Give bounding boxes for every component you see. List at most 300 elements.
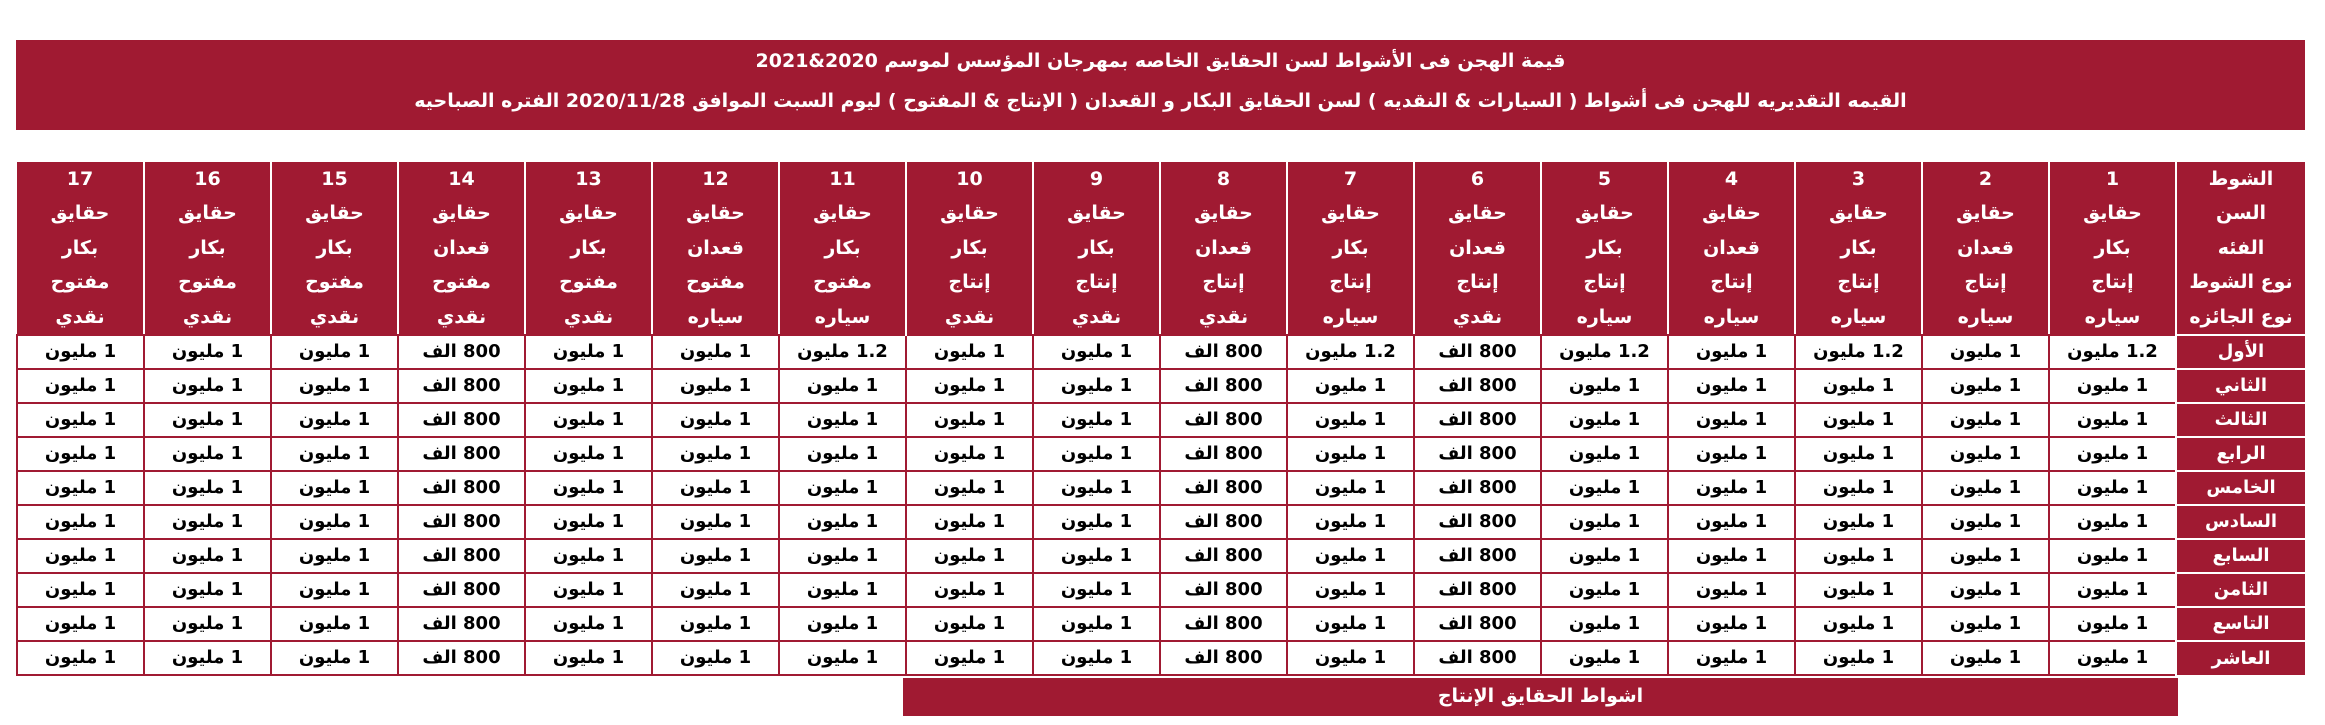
column-prize: نقدي xyxy=(436,305,487,328)
column-age: حقايق xyxy=(686,202,745,225)
table-cell: 1 مليون xyxy=(271,505,398,539)
table-cell: 1 مليون xyxy=(1541,403,1668,437)
column-category: بكار xyxy=(189,236,226,259)
table-cell: 1 مليون xyxy=(17,505,144,539)
table-cell: 800 الف xyxy=(1414,335,1541,369)
table-cell: 1 مليون xyxy=(17,641,144,675)
column-type: إنتاج xyxy=(1837,271,1880,294)
table-cell: 1 مليون xyxy=(1541,573,1668,607)
table-cell: 1 مليون xyxy=(1287,369,1414,403)
table-cell: 1 مليون xyxy=(271,437,398,471)
table-cell: 1 مليون xyxy=(1922,369,2049,403)
table-cell: 1 مليون xyxy=(144,607,271,641)
column-header-15 xyxy=(271,162,398,335)
table-cell: 1 مليون xyxy=(17,403,144,437)
column-age: حقايق xyxy=(1956,202,2015,225)
table-cell: 1 مليون xyxy=(1033,539,1160,573)
column-type: إنتاج xyxy=(1075,271,1118,294)
column-age: حقايق xyxy=(50,202,110,225)
table-cell: 1 مليون xyxy=(271,403,398,437)
column-header-1 xyxy=(2049,162,2176,335)
table-cell: 1.2 مليون xyxy=(1795,335,1922,369)
table-cell: 1 مليون xyxy=(271,335,398,369)
table-cell: 1 مليون xyxy=(779,505,906,539)
column-age: حقايق xyxy=(2083,202,2142,225)
table-cell: 1 مليون xyxy=(1922,539,2049,573)
column-category: قعدان xyxy=(433,236,490,259)
table-cell: 1 مليون xyxy=(779,403,906,437)
table-cell: 1 مليون xyxy=(525,641,652,675)
table-cell: 1 مليون xyxy=(144,335,271,369)
table-cell: 1 مليون xyxy=(779,641,906,675)
table-cell: 1 مليون xyxy=(652,369,779,403)
column-age: حقايق xyxy=(1194,202,1253,225)
column-header-9 xyxy=(1033,162,1160,335)
table-cell: 1 مليون xyxy=(906,437,1033,471)
column-category: بكار xyxy=(1840,236,1877,259)
column-prize: سياره xyxy=(687,305,744,328)
row-header-labels xyxy=(2176,162,2305,335)
row-label: التاسع xyxy=(2176,607,2305,641)
table-cell: 800 الف xyxy=(1414,539,1541,573)
column-category: بكار xyxy=(61,236,99,259)
table-cell: 1 مليون xyxy=(1287,403,1414,437)
table-row xyxy=(17,539,2305,573)
column-prize: نقدي xyxy=(563,305,614,328)
table-cell: 1 مليون xyxy=(1668,471,1795,505)
column-header-13 xyxy=(525,162,652,335)
table-cell: 800 الف xyxy=(398,335,525,369)
table-cell: 800 الف xyxy=(1414,641,1541,675)
table-cell: 800 الف xyxy=(398,471,525,505)
table-cell: 1 مليون xyxy=(1668,369,1795,403)
column-prize: سياره xyxy=(1576,305,1633,328)
column-type: مفتوح xyxy=(50,271,110,294)
column-number: 9 xyxy=(1089,168,1104,190)
table-cell: 1 مليون xyxy=(144,573,271,607)
column-number: 5 xyxy=(1597,168,1612,190)
table-cell: 1 مليون xyxy=(779,573,906,607)
table-cell: 1 مليون xyxy=(1668,403,1795,437)
table-cell: 800 الف xyxy=(398,641,525,675)
table-cell: 800 الف xyxy=(1160,403,1287,437)
column-category: قعدان xyxy=(1957,236,2014,259)
table-cell: 800 الف xyxy=(398,403,525,437)
table-cell: 1.2 مليون xyxy=(1541,335,1668,369)
column-age: حقايق xyxy=(559,202,618,225)
table-cell: 800 الف xyxy=(398,539,525,573)
table-cell: 1 مليون xyxy=(525,505,652,539)
table-cell: 1 مليون xyxy=(1541,607,1668,641)
table-cell: 1 مليون xyxy=(144,369,271,403)
table-cell: 800 الف xyxy=(1160,471,1287,505)
table-cell: 1 مليون xyxy=(1287,641,1414,675)
column-prize: نقدي xyxy=(1071,305,1122,328)
column-header-5 xyxy=(1541,162,1668,335)
column-category: قعدان xyxy=(687,236,744,259)
column-number: 4 xyxy=(1724,168,1739,190)
table-row xyxy=(17,335,2305,369)
title-banner xyxy=(16,40,2305,130)
column-category: قعدان xyxy=(1195,236,1252,259)
table-cell: 1 مليون xyxy=(1668,539,1795,573)
column-number: 3 xyxy=(1851,168,1866,190)
column-category: بكار xyxy=(1078,236,1115,259)
table-cell: 800 الف xyxy=(1414,471,1541,505)
column-type: إنتاج xyxy=(1583,271,1626,294)
table-cell: 1 مليون xyxy=(1033,505,1160,539)
table-cell: 1 مليون xyxy=(525,437,652,471)
table-row xyxy=(17,369,2305,403)
table-cell: 1 مليون xyxy=(1541,369,1668,403)
table-cell: 1 مليون xyxy=(1795,607,1922,641)
column-type: إنتاج xyxy=(2091,271,2134,294)
table-cell: 1 مليون xyxy=(2049,539,2176,573)
table-cell: 1 مليون xyxy=(144,641,271,675)
header-label-category: الفئه xyxy=(2217,236,2265,259)
table-cell: 1 مليون xyxy=(1668,437,1795,471)
column-prize: سياره xyxy=(814,305,871,328)
column-prize: نقدي xyxy=(55,305,105,328)
column-type: مفتوح xyxy=(813,271,872,294)
column-number: 17 xyxy=(66,168,94,190)
table-cell: 800 الف xyxy=(1414,573,1541,607)
column-age: حقايق xyxy=(940,202,999,225)
table-cell: 1 مليون xyxy=(1033,607,1160,641)
column-category: بكار xyxy=(951,236,988,259)
table-cell: 1 مليون xyxy=(1033,403,1160,437)
column-age: حقايق xyxy=(305,202,364,225)
column-prize: نقدي xyxy=(309,305,360,328)
table-cell: 800 الف xyxy=(1160,641,1287,675)
table-row xyxy=(17,607,2305,641)
column-category: بكار xyxy=(570,236,607,259)
column-age: حقايق xyxy=(1702,202,1761,225)
column-age: حقايق xyxy=(432,202,491,225)
table-cell: 800 الف xyxy=(1160,573,1287,607)
table-cell: 800 الف xyxy=(1414,607,1541,641)
table-cell: 800 الف xyxy=(398,573,525,607)
table-cell: 1 مليون xyxy=(1033,573,1160,607)
table-cell: 1 مليون xyxy=(17,607,144,641)
table-cell: 800 الف xyxy=(398,437,525,471)
table-cell: 1 مليون xyxy=(1287,539,1414,573)
table-cell: 1 مليون xyxy=(779,539,906,573)
column-number: 15 xyxy=(321,168,348,190)
column-number: 10 xyxy=(956,168,983,190)
table-cell: 1 مليون xyxy=(1541,539,1668,573)
table-cell: 1 مليون xyxy=(779,437,906,471)
table-cell: 1 مليون xyxy=(906,607,1033,641)
table-cell: 1 مليون xyxy=(1033,641,1160,675)
table-cell: 1 مليون xyxy=(1922,335,2049,369)
title-line-1: قيمة الهجن فى الأشواط لسن الحقايق الخاصه بمهرجان المؤسس لموسم 2020&2021 xyxy=(755,50,1566,72)
column-prize: نقدي xyxy=(944,305,995,328)
column-header-3 xyxy=(1795,162,1922,335)
column-prize: سياره xyxy=(1322,305,1379,328)
table-cell: 1 مليون xyxy=(652,471,779,505)
table-cell: 1 مليون xyxy=(1541,505,1668,539)
table-cell: 1.2 مليون xyxy=(2049,335,2176,369)
table-cell: 1 مليون xyxy=(1922,641,2049,675)
column-age: حقايق xyxy=(1067,202,1126,225)
table-cell: 1 مليون xyxy=(652,539,779,573)
table-cell: 1 مليون xyxy=(1668,505,1795,539)
header-label-age: السن xyxy=(2215,202,2267,225)
column-number: 11 xyxy=(829,168,856,190)
prize-table xyxy=(16,162,2305,676)
column-header-2 xyxy=(1922,162,2049,335)
column-type: مفتوح xyxy=(178,271,237,294)
table-cell: 1 مليون xyxy=(1287,573,1414,607)
column-age: حقايق xyxy=(1321,202,1380,225)
table-cell: 1 مليون xyxy=(144,505,271,539)
column-number: 13 xyxy=(575,168,602,190)
table-cell: 1 مليون xyxy=(2049,573,2176,607)
column-category: بكار xyxy=(824,236,861,259)
column-header-17 xyxy=(17,162,144,335)
column-category: بكار xyxy=(2094,236,2131,259)
column-age: حقايق xyxy=(1575,202,1634,225)
column-number: 6 xyxy=(1470,168,1485,190)
table-cell: 1 مليون xyxy=(906,471,1033,505)
table-cell: 1 مليون xyxy=(144,471,271,505)
column-type: إنتاج xyxy=(1456,271,1499,294)
table-cell: 1 مليون xyxy=(1033,335,1160,369)
table-cell: 1 مليون xyxy=(1541,437,1668,471)
table-cell: 1 مليون xyxy=(906,403,1033,437)
table-cell: 1 مليون xyxy=(906,641,1033,675)
table-row xyxy=(17,471,2305,505)
column-type: مفتوح xyxy=(559,271,618,294)
table-cell: 1 مليون xyxy=(2049,369,2176,403)
table-cell: 1 مليون xyxy=(17,335,144,369)
row-label: الثاني xyxy=(2176,369,2305,403)
table-header-row xyxy=(17,162,2305,335)
table-cell: 1 مليون xyxy=(906,539,1033,573)
column-age: حقايق xyxy=(1448,202,1507,225)
table-cell: 800 الف xyxy=(1160,437,1287,471)
table-cell: 1 مليون xyxy=(652,641,779,675)
table-cell: 1 مليون xyxy=(1795,539,1922,573)
column-number: 7 xyxy=(1343,168,1358,190)
table-cell: 800 الف xyxy=(1160,607,1287,641)
column-number: 2 xyxy=(1978,168,1993,190)
column-age: حقايق xyxy=(178,202,237,225)
table-cell: 1.2 مليون xyxy=(1287,335,1414,369)
table-cell: 1 مليون xyxy=(652,607,779,641)
column-number: 1 xyxy=(2105,168,2120,190)
table-cell: 1 مليون xyxy=(1795,505,1922,539)
table-cell: 1 مليون xyxy=(1668,573,1795,607)
table-cell: 1 مليون xyxy=(2049,403,2176,437)
table-cell: 1 مليون xyxy=(906,573,1033,607)
column-header-6 xyxy=(1414,162,1541,335)
column-category: قعدان xyxy=(1449,236,1506,259)
column-header-11 xyxy=(779,162,906,335)
table-cell: 1 مليون xyxy=(525,539,652,573)
table-cell: 1 مليون xyxy=(2049,437,2176,471)
table-cell: 1 مليون xyxy=(1795,369,1922,403)
table-cell: 1.2 مليون xyxy=(779,335,906,369)
table-cell: 1 مليون xyxy=(1668,641,1795,675)
table-cell: 1 مليون xyxy=(1795,403,1922,437)
table-cell: 1 مليون xyxy=(1795,471,1922,505)
table-cell: 1 مليون xyxy=(1668,607,1795,641)
table-cell: 1 مليون xyxy=(271,573,398,607)
column-prize: سياره xyxy=(2084,305,2141,328)
table-cell: 1 مليون xyxy=(144,437,271,471)
table-row xyxy=(17,641,2305,675)
table-cell: 800 الف xyxy=(1414,403,1541,437)
header-label-round: الشوط xyxy=(2208,168,2274,190)
table-cell: 1 مليون xyxy=(2049,471,2176,505)
table-cell: 1 مليون xyxy=(652,403,779,437)
column-type: إنتاج xyxy=(1710,271,1753,294)
table-cell: 1 مليون xyxy=(1922,505,2049,539)
table-cell: 1 مليون xyxy=(1922,437,2049,471)
column-header-8 xyxy=(1160,162,1287,335)
table-cell: 1 مليون xyxy=(906,369,1033,403)
column-category: بكار xyxy=(1586,236,1623,259)
table-row xyxy=(17,437,2305,471)
table-cell: 800 الف xyxy=(398,607,525,641)
column-type: مفتوح xyxy=(432,271,491,294)
table-cell: 1 مليون xyxy=(525,471,652,505)
table-cell: 1 مليون xyxy=(1287,471,1414,505)
column-age: حقايق xyxy=(813,202,872,225)
table-cell: 1 مليون xyxy=(1287,437,1414,471)
table-cell: 1 مليون xyxy=(779,607,906,641)
column-type: مفتوح xyxy=(686,271,745,294)
column-header-12 xyxy=(652,162,779,335)
column-age: حقايق xyxy=(1829,202,1888,225)
table-cell: 1 مليون xyxy=(652,437,779,471)
table-cell: 800 الف xyxy=(1160,505,1287,539)
table-cell: 1 مليون xyxy=(779,471,906,505)
table-cell: 1 مليون xyxy=(271,607,398,641)
table-row xyxy=(17,573,2305,607)
table-cell: 800 الف xyxy=(398,369,525,403)
table-cell: 1 مليون xyxy=(2049,607,2176,641)
table-cell: 800 الف xyxy=(1160,369,1287,403)
column-type: إنتاج xyxy=(1202,271,1245,294)
column-header-10 xyxy=(906,162,1033,335)
table-cell: 1 مليون xyxy=(2049,641,2176,675)
table-row xyxy=(17,505,2305,539)
table-cell: 1 مليون xyxy=(271,641,398,675)
table-cell: 1 مليون xyxy=(1033,471,1160,505)
column-header-14 xyxy=(398,162,525,335)
column-header-4 xyxy=(1668,162,1795,335)
table-cell: 1 مليون xyxy=(1795,437,1922,471)
column-number: 16 xyxy=(194,168,221,190)
column-prize: نقدي xyxy=(1452,305,1503,328)
title-line-2: القيمه التقديريه للهجن فى أشواط ( السيارات & النقديه ) لسن الحقايق البكار و القعدان ( الإنتاج & المفتوح ) ليوم السبت الموافق 2020/11/28 الفتره الصباحيه xyxy=(414,90,1907,112)
table-cell: 800 الف xyxy=(1414,505,1541,539)
column-type: إنتاج xyxy=(1964,271,2007,294)
column-prize: نقدي xyxy=(1198,305,1249,328)
header-label-prize-type: نوع الجائزه xyxy=(2189,305,2293,328)
table-cell: 1 مليون xyxy=(271,471,398,505)
row-label: السابع xyxy=(2176,539,2305,573)
table-cell: 1 مليون xyxy=(17,539,144,573)
table-cell: 1 مليون xyxy=(2049,505,2176,539)
table-cell: 1 مليون xyxy=(525,335,652,369)
table-cell: 1 مليون xyxy=(1922,573,2049,607)
table-cell: 1 مليون xyxy=(1795,641,1922,675)
column-number: 12 xyxy=(702,168,729,190)
table-cell: 1 مليون xyxy=(1033,437,1160,471)
column-category: قعدان xyxy=(1703,236,1760,259)
column-type: مفتوح xyxy=(305,271,364,294)
table-cell: 1 مليون xyxy=(1033,369,1160,403)
table-cell: 1 مليون xyxy=(1287,505,1414,539)
table-cell: 1 مليون xyxy=(1541,471,1668,505)
column-number: 8 xyxy=(1216,168,1231,190)
table-cell: 1 مليون xyxy=(906,335,1033,369)
table-cell: 1 مليون xyxy=(525,573,652,607)
footer-banner: اشواط الحقايق الإنتاج xyxy=(903,678,2178,716)
row-label: الثامن xyxy=(2176,573,2305,607)
table-cell: 800 الف xyxy=(1414,369,1541,403)
table-cell: 1 مليون xyxy=(1922,607,2049,641)
column-category: بكار xyxy=(316,236,353,259)
table-cell: 1 مليون xyxy=(144,539,271,573)
table-cell: 1 مليون xyxy=(144,403,271,437)
table-cell: 800 الف xyxy=(1160,335,1287,369)
row-label: الثالث xyxy=(2176,403,2305,437)
table-cell: 1 مليون xyxy=(652,505,779,539)
table-cell: 800 الف xyxy=(1160,539,1287,573)
column-prize: سياره xyxy=(1957,305,2014,328)
table-cell: 1 مليون xyxy=(1795,573,1922,607)
column-type: إنتاج xyxy=(948,271,991,294)
table-cell: 1 مليون xyxy=(1541,641,1668,675)
table-cell: 1 مليون xyxy=(17,573,144,607)
row-label: الخامس xyxy=(2176,471,2305,505)
column-category: بكار xyxy=(1332,236,1369,259)
table-cell: 1 مليون xyxy=(652,573,779,607)
table-cell: 1 مليون xyxy=(1922,471,2049,505)
table-cell: 1 مليون xyxy=(17,369,144,403)
table-cell: 1 مليون xyxy=(525,403,652,437)
row-label: السادس xyxy=(2176,505,2305,539)
table-cell: 1 مليون xyxy=(1668,335,1795,369)
table-cell: 1 مليون xyxy=(17,471,144,505)
row-label: العاشر xyxy=(2176,641,2305,675)
column-prize: سياره xyxy=(1830,305,1887,328)
table-cell: 1 مليون xyxy=(17,437,144,471)
table-cell: 1 مليون xyxy=(1287,607,1414,641)
column-number: 14 xyxy=(448,168,475,190)
table-cell: 1 مليون xyxy=(906,505,1033,539)
table-row xyxy=(17,403,2305,437)
row-label: الرابع xyxy=(2176,437,2305,471)
table-cell: 800 الف xyxy=(1414,437,1541,471)
table-cell: 1 مليون xyxy=(652,335,779,369)
table-cell: 1 مليون xyxy=(1922,403,2049,437)
table-cell: 800 الف xyxy=(398,505,525,539)
header-label-round-type: نوع الشوط xyxy=(2189,271,2293,294)
table-cell: 1 مليون xyxy=(779,369,906,403)
table-cell: 1 مليون xyxy=(271,369,398,403)
column-type: إنتاج xyxy=(1329,271,1372,294)
table-cell: 1 مليون xyxy=(271,539,398,573)
column-header-16 xyxy=(144,162,271,335)
column-header-7 xyxy=(1287,162,1414,335)
row-label: الأول xyxy=(2176,335,2305,369)
